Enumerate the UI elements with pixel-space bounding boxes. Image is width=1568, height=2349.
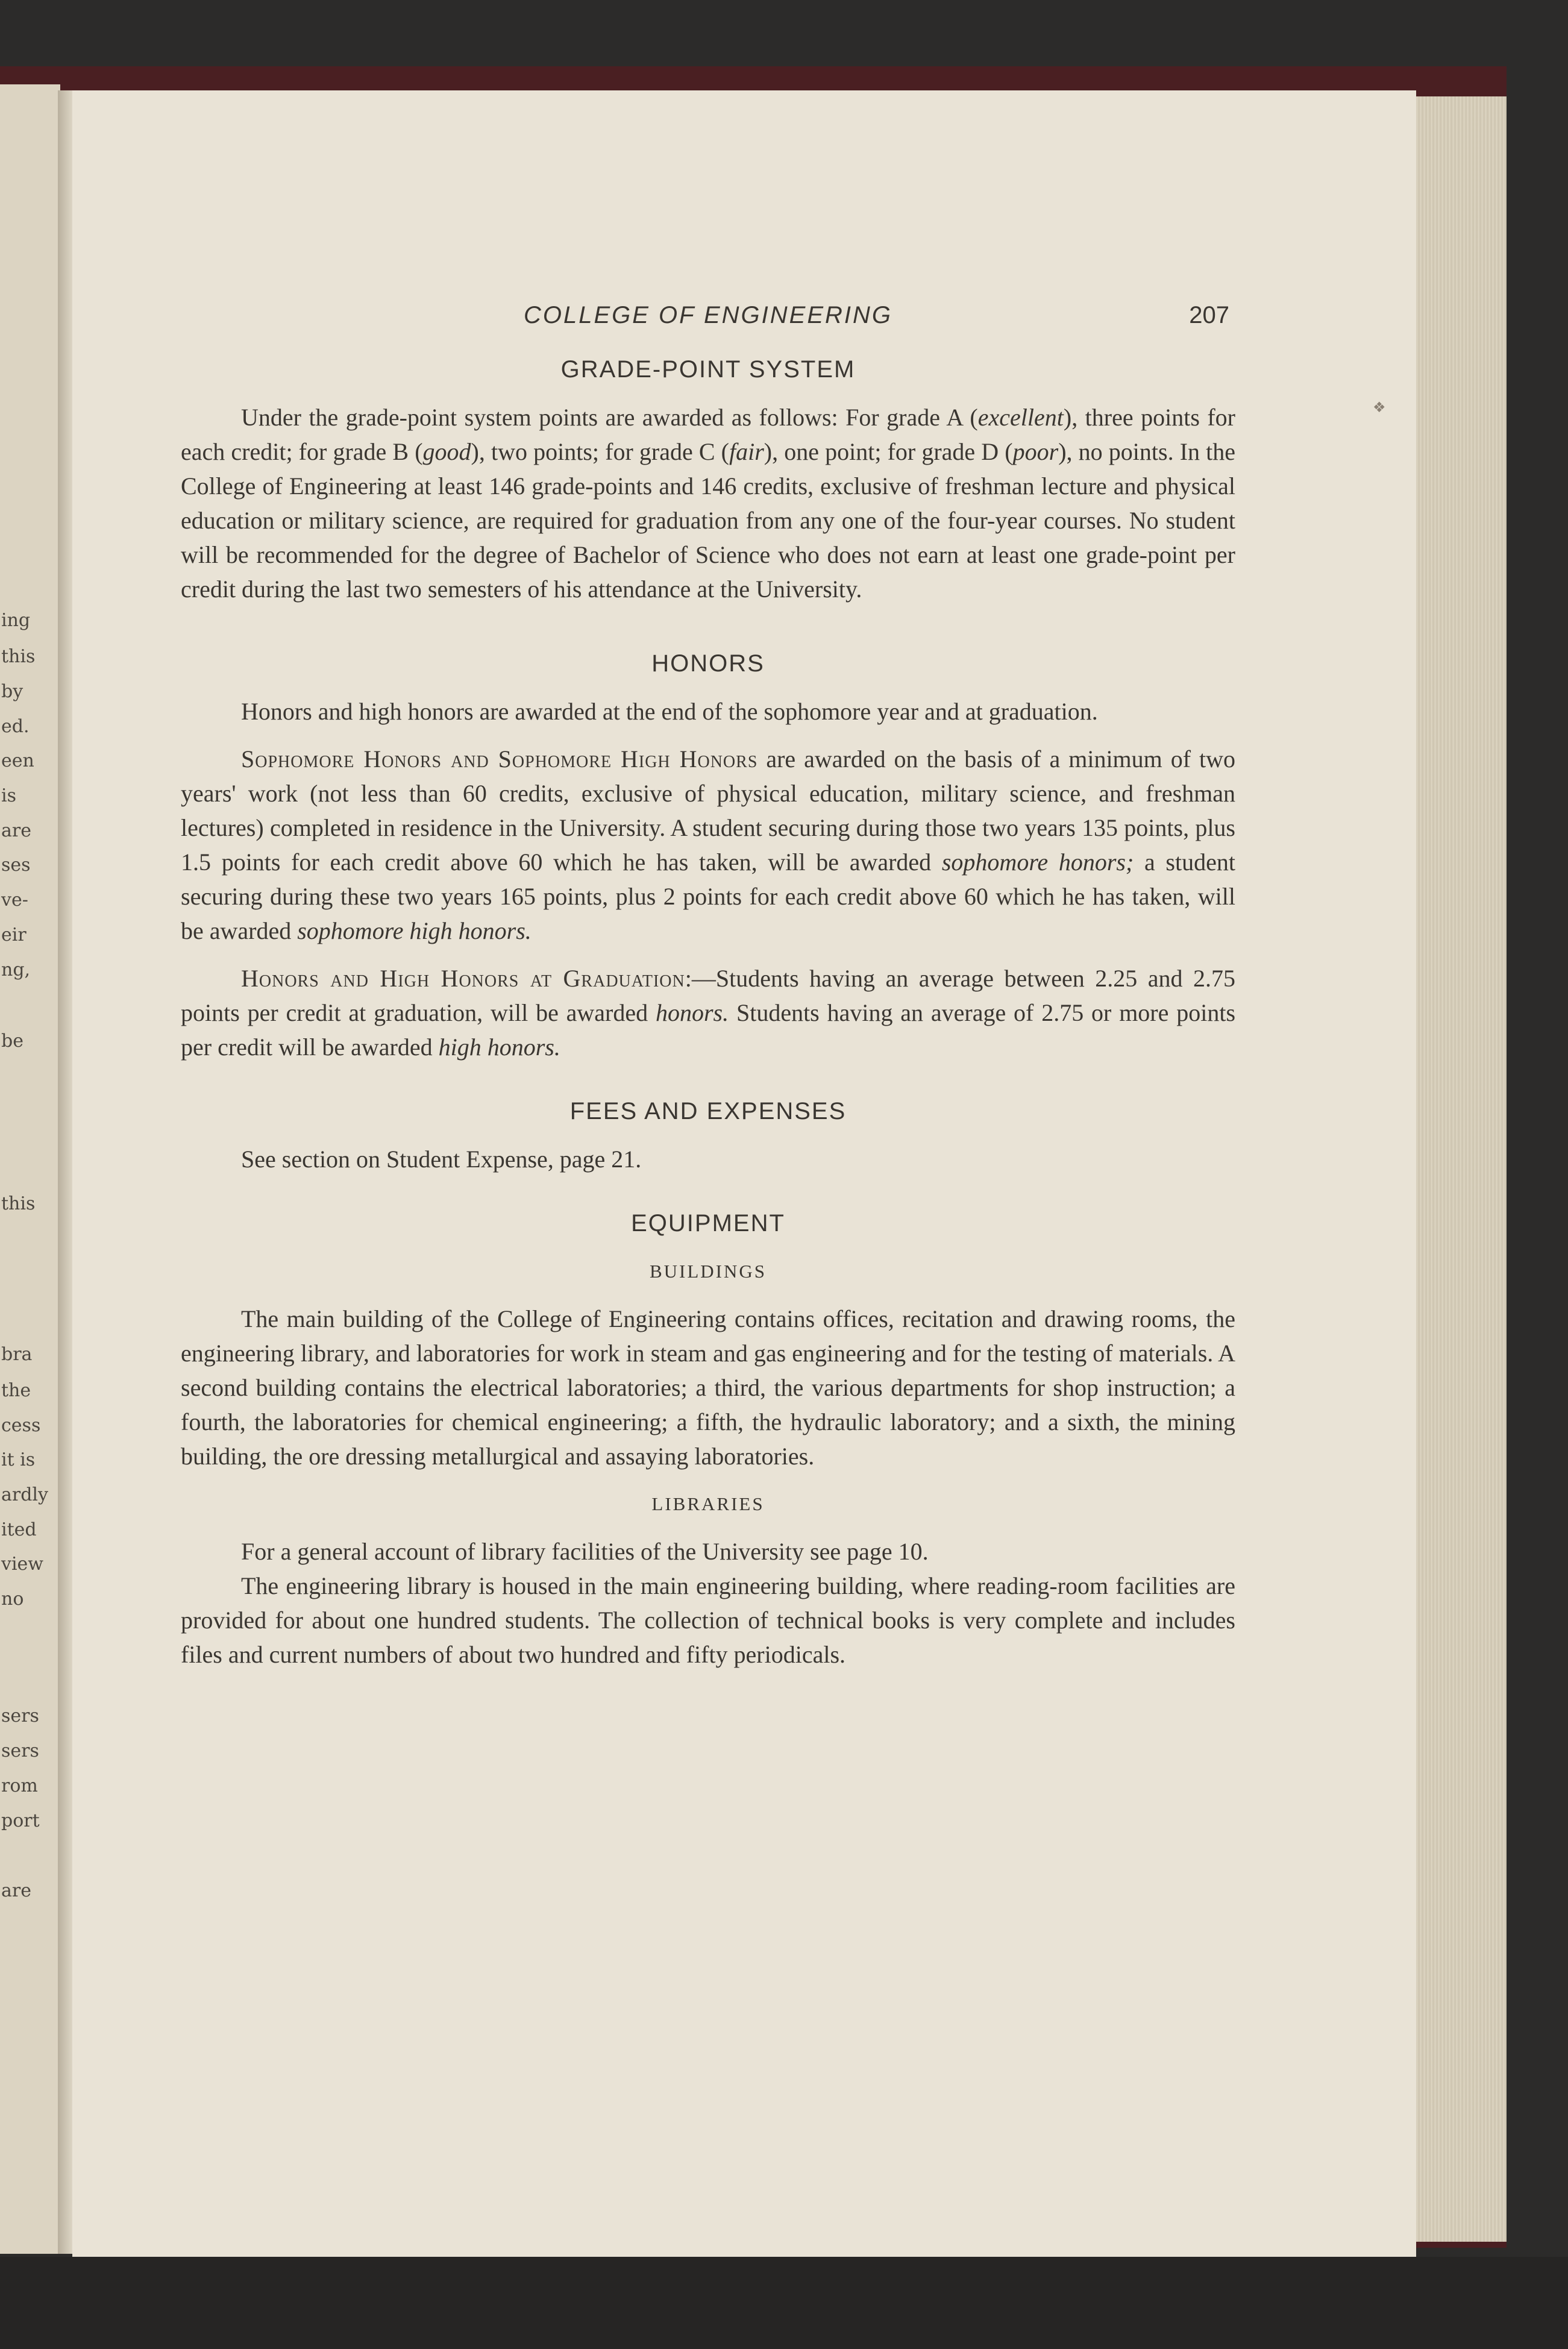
- sophomore-honors-paragraph: Sophomore Honors and Sophomore High Honors are awarded on the basis of a minimum of two years' work (not less than 60 credits, exclusive of physical education, military science, and freshman lectures) completed in residence in the University. A student securing during those two years 135 points, plus 1.5 points for each credit above 60 which he has taken, will be awarded sophomore honors; a student securing during these two years 165 points, plus 2 points for each credit above 60 which he has taken, will be awarded sophomore high honors.: [181, 745, 1235, 944]
- left-page-fragment: by: [1, 681, 24, 702]
- page-content: [181, 298, 1235, 1685]
- printer-ornament-icon: ❖: [1373, 399, 1386, 416]
- left-page-fragment: ve-: [1, 889, 28, 911]
- left-page-fragment: no: [1, 1588, 24, 1610]
- fees-heading: FEES AND EXPENSES: [569, 1098, 847, 1124]
- left-page-fragment: sers: [1, 1740, 39, 1761]
- left-page-fragment: ng,: [1, 959, 31, 980]
- left-page-fragment: it is: [1, 1449, 36, 1470]
- equipment-heading: EQUIPMENT: [631, 1210, 785, 1237]
- left-page-fragment: this: [1, 646, 36, 667]
- fees-paragraph: See section on Student Expense, page 21.: [241, 1146, 642, 1173]
- left-page-fragment: view: [1, 1554, 43, 1575]
- left-page-fragment: ing: [1, 610, 31, 631]
- left-page-fragment: are: [1, 820, 31, 841]
- libraries-paragraph-1: For a general account of library facilities of the University see page 10.: [241, 1538, 929, 1565]
- libraries-subheading: LIBRARIES: [651, 1493, 765, 1514]
- grade-point-paragraph: Under the grade-point system points are awarded as follows: For grade A (excellent), three points for each credit; for grade B (good), two points; for grade C (fair), one point; for grade D (poor), no points. In the College of Engineering at least 146 grade-points and 146 credits, exclusive of freshman lecture and physical education or military science, are required for graduation from any one of the four-year courses. No student will be recommended for the degree of Bachelor of Science who does not earn at least one grade-point per credit during the last two semesters of his attendance at the University.: [181, 404, 1236, 603]
- left-page-fragment: ses: [1, 855, 31, 876]
- left-page-fragment: port: [1, 1810, 40, 1831]
- honors-intro: Honors and high honors are awarded at the end of the sophomore year and at graduation.: [241, 698, 1098, 725]
- left-page-fragment: be: [1, 1030, 24, 1052]
- buildings-subheading: BUILDINGS: [649, 1261, 767, 1282]
- libraries-paragraph-2: The engineering library is housed in the main engineering building, where reading-room facilities are provided for about one hundred students. The collection of technical books is very complete and includes files and current numbers of about two hundred and fifty periodicals.: [181, 1572, 1235, 1668]
- left-page-fragment: ed.: [1, 716, 30, 737]
- buildings-paragraph: The main building of the College of Engineering contains offices, recitation and drawing rooms, the engineering library, and laboratories for work in steam and gas engineering and for the testing of materials. A second building contains the electrical laboratories; a third, the various departments for shop instruction; a fourth, the laboratories for chemical engineering; a fifth, the hydraulic laboratory; and a sixth, the mining building, the ore dressing metallurgical and assaying laboratories.: [181, 1305, 1235, 1470]
- left-page-fragment: are: [1, 1880, 31, 1901]
- running-head: [181, 298, 1235, 334]
- left-page-fragment: ardly: [1, 1484, 48, 1505]
- graduation-honors-paragraph: Honors and High Honors at Graduation:—Students having an average between 2.25 and 2.75 points per credit at graduation, will be awarded honors. Students having an average of 2.75 or more points per credit will be awarded high honors.: [181, 965, 1236, 1061]
- left-page-fragment: ited: [1, 1519, 37, 1540]
- left-page-fragment: the: [1, 1380, 31, 1401]
- grade-point-heading: GRADE-POINT SYSTEM: [560, 356, 856, 383]
- running-head-title: COLLEGE OF ENGINEERING: [523, 302, 893, 328]
- left-page-fragment: rom: [1, 1775, 38, 1796]
- left-page-fragment: is: [1, 785, 16, 806]
- left-page-fragment: een: [1, 750, 34, 771]
- left-page-fragment: bra: [1, 1344, 33, 1365]
- page-number: 207: [1189, 302, 1229, 328]
- left-page-fragment: cess: [1, 1415, 41, 1436]
- graduation-honors-lead: Honors and High Honors at Graduation: [241, 965, 685, 992]
- left-page-fragment: sers: [1, 1705, 39, 1726]
- sophomore-honors-lead: Sophomore Honors and Sophomore High Honors: [241, 745, 758, 773]
- honors-heading: HONORS: [651, 650, 765, 677]
- left-page-fragment: this: [1, 1193, 36, 1214]
- page-block-edges: [1410, 96, 1507, 2242]
- scanner-bottom-bar: [0, 2257, 1568, 2349]
- left-page-edge: [0, 84, 60, 2254]
- left-page-fragment: eir: [1, 924, 27, 946]
